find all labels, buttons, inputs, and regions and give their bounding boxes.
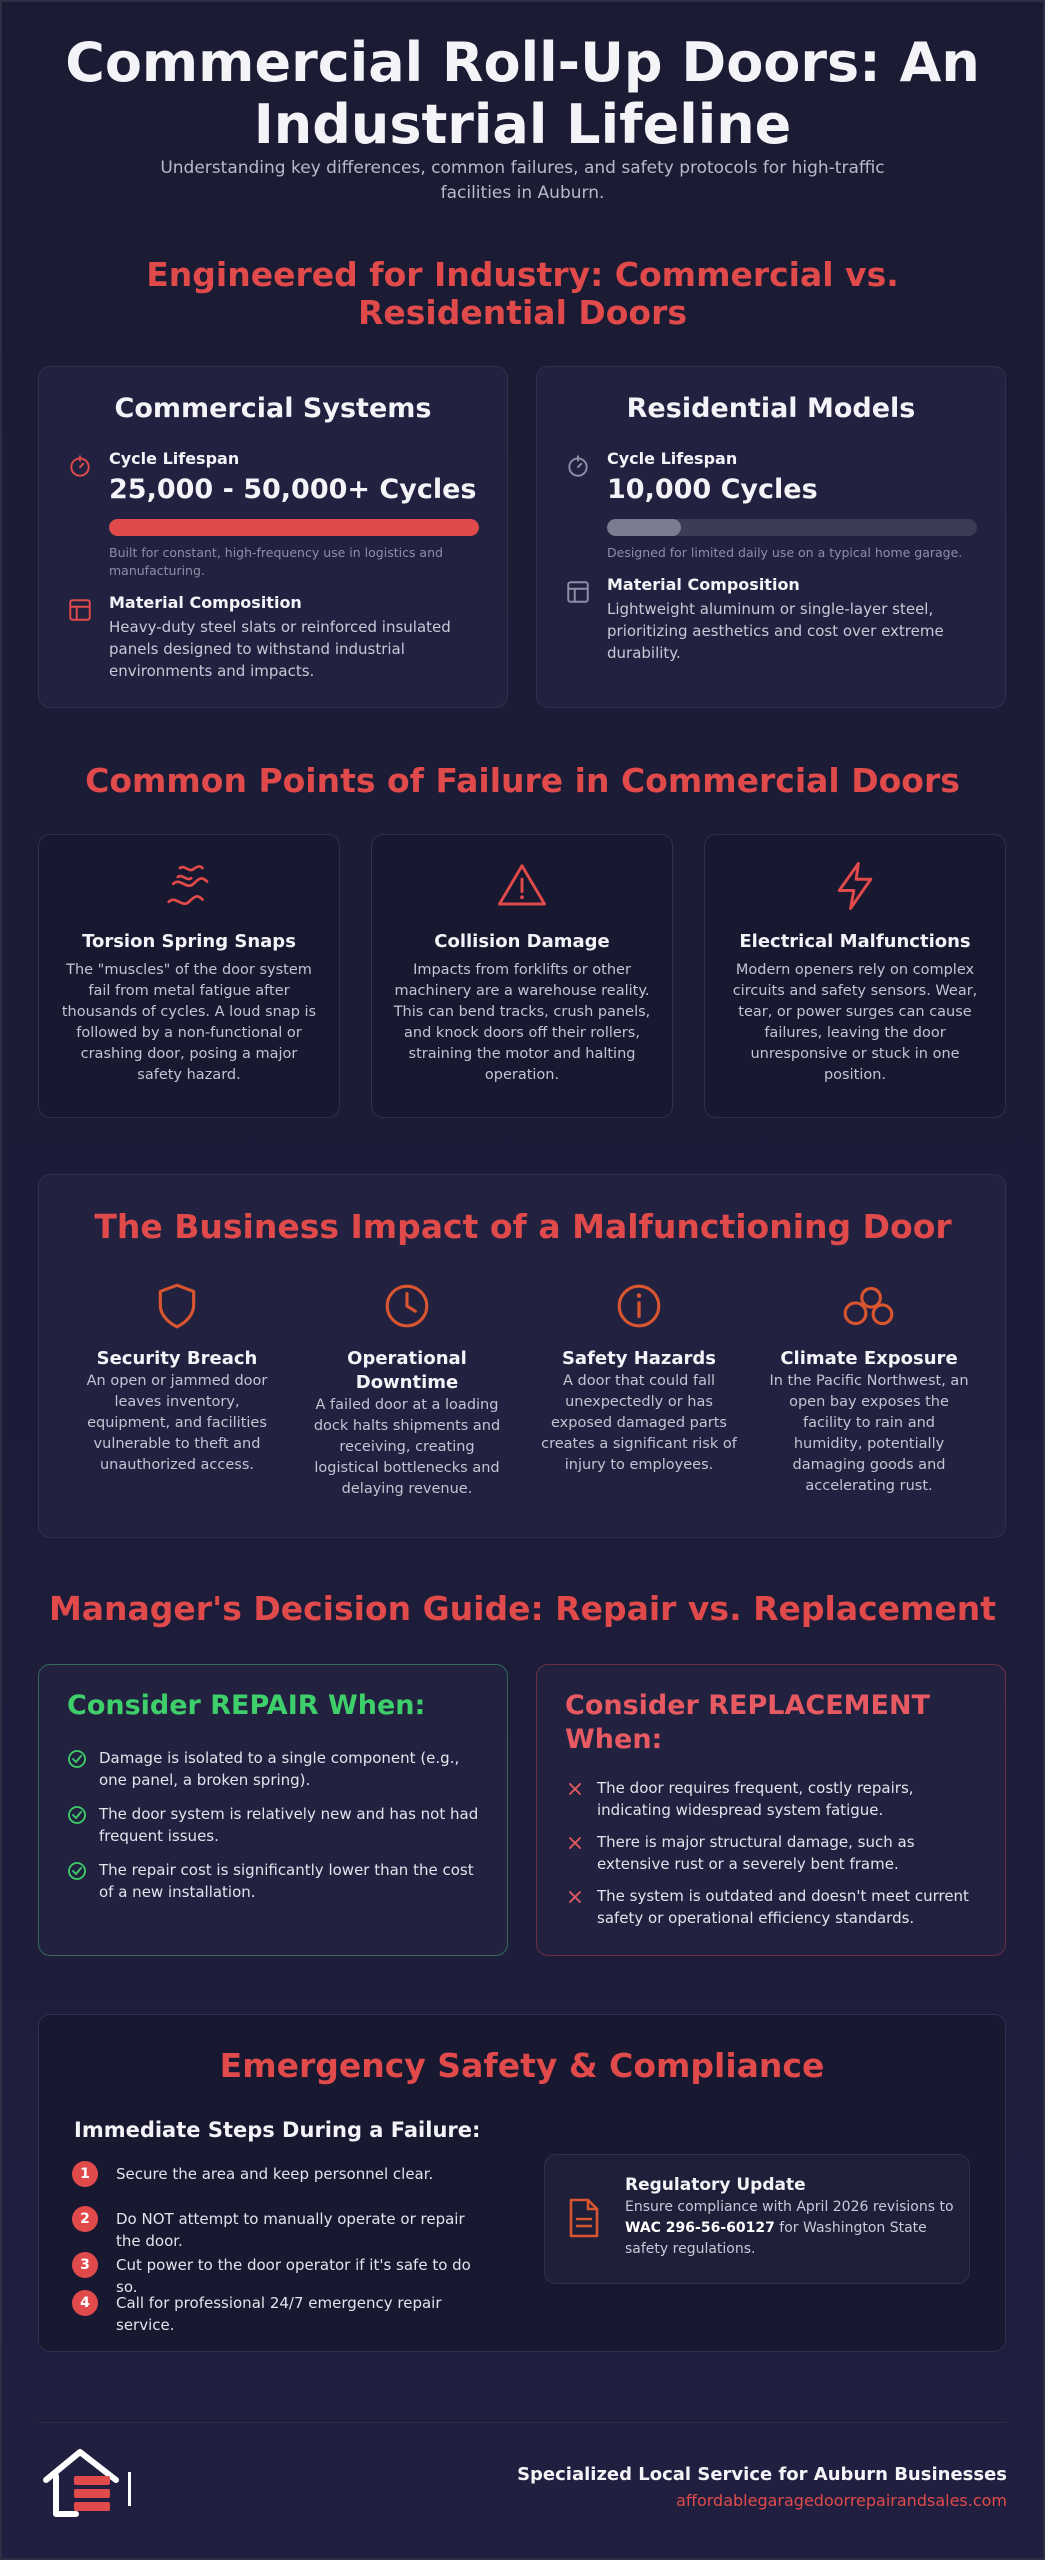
commercial-cycle-bar: [109, 519, 479, 536]
safety-section-title: Emergency Safety & Compliance: [219, 2046, 825, 2085]
x-icon: [565, 1779, 585, 1799]
replace-item: [565, 1831, 977, 1875]
x-icon: [565, 1887, 585, 1907]
impact-heading: Climate Exposure: [780, 1348, 958, 1369]
residential-cycle-value: 10,000 Cycles: [607, 474, 818, 505]
page-title: [60, 32, 985, 156]
regulatory-heading: Regulatory Update: [625, 2175, 806, 2195]
guide-section-title: Manager's Decision Guide: Repair vs. Replacement: [48, 1589, 997, 1628]
spring-icon: [162, 859, 216, 913]
commercial-cycle-bar-fill: [109, 519, 479, 536]
commercial-cycle-label: Cycle Lifespan: [109, 449, 240, 468]
replace-heading: [565, 1689, 930, 1757]
cycle-icon: [565, 453, 591, 479]
layout-icon: [565, 579, 591, 605]
impact-heading: Operational Downtime: [347, 1348, 467, 1393]
document-icon: [567, 2197, 601, 2239]
impact-heading: Safety Hazards: [561, 1348, 717, 1369]
step-number: 1: [72, 2161, 98, 2187]
title-line-1: Commercial Roll-Up Doors: An: [65, 31, 980, 94]
commercial-cycle-feature: [67, 449, 479, 580]
residential-heading: Residential Models: [626, 393, 916, 424]
regulatory-card: [544, 2154, 970, 2284]
regulatory-code: WAC 296-56-60127: [625, 2220, 775, 2236]
comparison-section-title: Engineered for Industry: Commercial vs. Residential Doors: [146, 255, 899, 332]
failure-heading: Torsion Spring Snaps: [82, 931, 296, 952]
clock-icon: [382, 1281, 432, 1331]
repair-card: [38, 1664, 508, 1956]
residential-material-label: Material Composition: [607, 575, 800, 594]
step-text: Cut power to the door operator if it's safe to do so.: [116, 2256, 471, 2296]
step-number: 4: [72, 2290, 98, 2316]
footer-divider: [38, 2422, 1006, 2423]
failure-heading: Electrical Malfunctions: [739, 931, 971, 952]
residential-card: [536, 366, 1006, 708]
impact-text: In the Pacific Northwest, an open bay exposes the facility to rain and humidity, potentially damaging goods and accelerating rust.: [769, 1373, 969, 1494]
failure-card-spring: [38, 834, 340, 1118]
step-number: 2: [72, 2206, 98, 2232]
failure-text: Modern openers rely on complex circuits and safety sensors. Wear, tear, or power surges can cause failures, leaving the door unresponsive or stuck in one position.: [732, 962, 978, 1083]
layout-icon: [67, 597, 93, 623]
bubbles-icon: [840, 1281, 898, 1331]
impact-item: [77, 1281, 277, 1476]
repair-item: [67, 1803, 479, 1847]
check-circle-icon: [67, 1805, 87, 1825]
footer-tagline: Specialized Local Service for Auburn Businesses: [517, 2464, 1007, 2485]
failure-card-collision: [371, 834, 673, 1118]
failure-text: The "muscles" of the door system fail from metal fatigue after thousands of cycles. A loud snap is followed by a non-functional or crashing door, posing a major safety hazard.: [61, 962, 317, 1083]
residential-cycle-bar-fill: [607, 519, 681, 536]
impact-item: [769, 1281, 969, 1497]
commercial-material-feature: [67, 593, 479, 682]
repair-item: [67, 1747, 479, 1791]
impact-item: [539, 1281, 739, 1476]
impact-text: An open or jammed door leaves inventory, equipment, and facilities vulnerable to theft and unauthorized access.: [86, 1373, 268, 1473]
commercial-cycle-value: 25,000 - 50,000+ Cycles: [109, 474, 477, 505]
step-number: 3: [72, 2252, 98, 2278]
repair-item-text: The door system is relatively new and has not had frequent issues.: [99, 1805, 479, 1845]
commercial-heading: Commercial Systems: [114, 393, 432, 424]
impact-heading: Security Breach: [96, 1348, 258, 1369]
steps-heading: Immediate Steps During a Failure:: [74, 2118, 481, 2142]
x-icon: [565, 1833, 585, 1853]
failure-heading: Collision Damage: [434, 931, 610, 952]
regulatory-text: [625, 2197, 955, 2260]
step-item: [72, 2206, 492, 2252]
regulatory-text-before: Ensure compliance with April 2026 revisions to: [625, 2199, 954, 2215]
impact-section-title: The Business Impact of a Malfunctioning Door: [94, 1207, 952, 1246]
residential-material-text: Lightweight aluminum or single-layer steel, prioritizing aesthetics and cost over extreme durability.: [607, 600, 944, 662]
title-line-2: Industrial Lifeline: [253, 93, 792, 156]
repair-item-text: Damage is isolated to a single component (e.g., one panel, a broken spring).: [99, 1749, 460, 1789]
step-item: [72, 2290, 492, 2336]
impact-item: [307, 1281, 507, 1500]
residential-material-feature: [565, 575, 977, 664]
replace-item-text: The system is outdated and doesn't meet current safety or operational efficiency standards.: [597, 1887, 969, 1927]
step-text: Do NOT attempt to manually operate or repair the door.: [116, 2210, 465, 2250]
check-circle-icon: [67, 1749, 87, 1769]
check-circle-icon: [67, 1861, 87, 1881]
replace-item: [565, 1885, 977, 1929]
commercial-cycle-note: Built for constant, high-frequency use in logistics and manufacturing.: [109, 545, 443, 578]
repair-heading: Consider REPAIR When:: [67, 1690, 426, 1721]
impact-text: A failed door at a loading dock halts shipments and receiving, creating logistical bottlenecks and delaying revenue.: [313, 1397, 501, 1497]
failures-section-title: Common Points of Failure in Commercial Doors: [85, 761, 960, 800]
step-text: Call for professional 24/7 emergency repair service.: [116, 2294, 442, 2334]
residential-cycle-note: Designed for limited daily use on a typical home garage.: [607, 545, 963, 560]
impact-text: A door that could fall unexpectedly or has exposed damaged parts creates a significant risk of injury to employees.: [541, 1373, 737, 1473]
impact-card: [38, 1174, 1006, 1538]
replace-item-text: There is major structural damage, such as extensive rust or a severely bent frame.: [597, 1833, 915, 1873]
regulatory-text-after: for Washington State safety regulations.: [625, 2220, 927, 2257]
shield-icon: [152, 1281, 202, 1331]
replace-item-text: The door requires frequent, costly repairs, indicating widespread system fatigue.: [597, 1779, 914, 1819]
warning-triangle-icon: [495, 859, 549, 913]
repair-item-text: The repair cost is significantly lower than the cost of a new installation.: [99, 1861, 474, 1901]
residential-cycle-label: Cycle Lifespan: [607, 449, 738, 468]
commercial-material-text: Heavy-duty steel slats or reinforced insulated panels designed to withstand industrial environments and impacts.: [109, 618, 451, 680]
residential-cycle-bar: [607, 519, 977, 536]
replace-heading-line-1: Consider REPLACEMENT: [565, 1690, 930, 1721]
step-item: [72, 2161, 492, 2185]
lightning-icon: [828, 859, 882, 913]
failure-card-electrical: [704, 834, 1006, 1118]
footer-url-link[interactable]: affordablegaragedoorrepairandsales.com: [676, 2491, 1007, 2510]
commercial-card: [38, 366, 508, 708]
cycle-icon: [67, 453, 93, 479]
replace-card: [536, 1664, 1006, 1956]
page-subtitle: Understanding key differences, common failures, and safety protocols for high-traffic facilities in Auburn.: [160, 158, 885, 203]
failure-text: Impacts from forklifts or other machinery are a warehouse reality. This can bend tracks, crush panels, and knock doors off their rollers, straining the motor and halting operation.: [393, 962, 651, 1083]
residential-cycle-feature: [565, 449, 977, 562]
company-logo-icon: [40, 2446, 140, 2522]
footer-info: [517, 2464, 1007, 2510]
commercial-material-label: Material Composition: [109, 593, 302, 612]
step-text: Secure the area and keep personnel clear.: [116, 2165, 434, 2183]
replace-heading-line-2: When:: [565, 1724, 663, 1755]
replace-item: [565, 1777, 977, 1821]
repair-item: [67, 1859, 479, 1903]
info-icon: [614, 1281, 664, 1331]
